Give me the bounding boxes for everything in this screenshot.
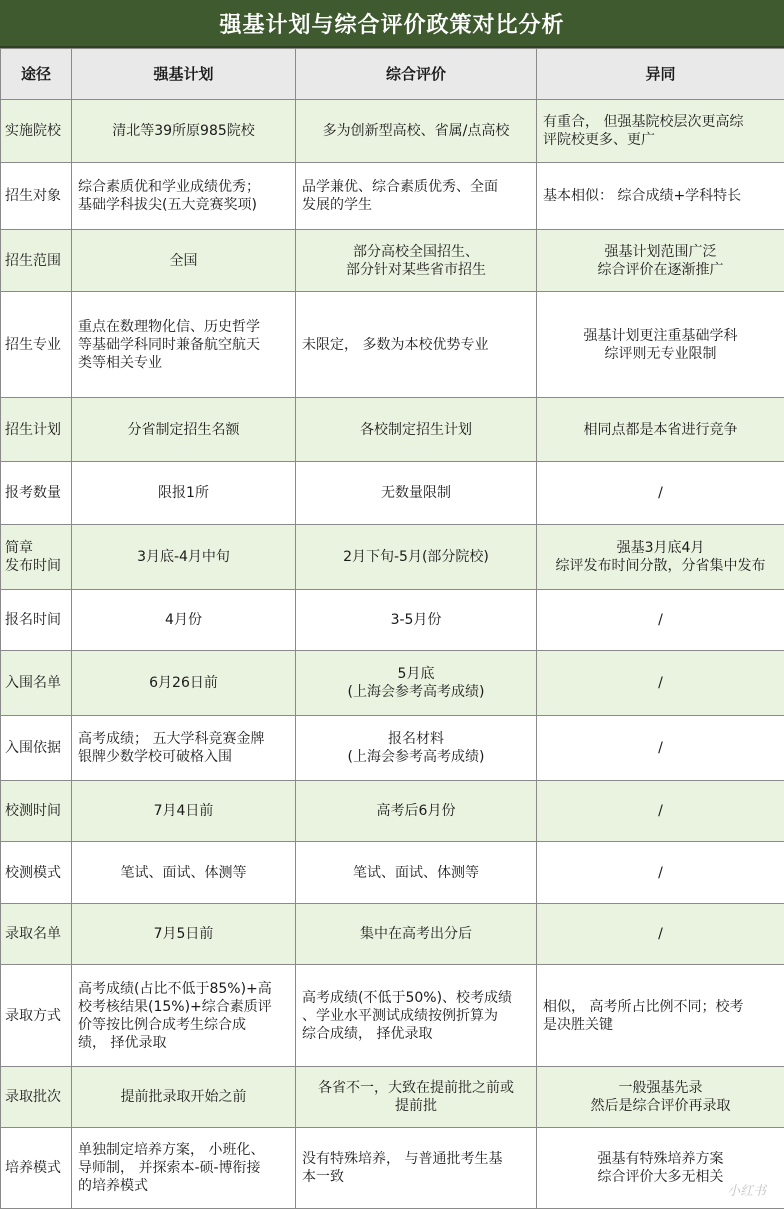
qiangji-cell-line: 类等相关专业 [78, 354, 162, 371]
qiangji-cell-line: 4月份 [165, 612, 202, 628]
row-label [1, 398, 72, 462]
row-label [1, 292, 72, 398]
qiangji-cell-line: 6月26日前 [149, 675, 218, 691]
row-label [1, 965, 72, 1067]
difference-cell-line: 强基计划更注重基础学科 [583, 327, 738, 344]
row-label-line: 录取批次 [5, 1089, 61, 1105]
qiangji-cell [72, 292, 296, 398]
difference-cell [537, 716, 784, 781]
zonghe-cell-line: 、学业水平测试成绩按例折算为 [302, 1007, 498, 1024]
difference-cell [537, 462, 784, 525]
header-difference: 异同 [537, 49, 784, 100]
difference-cell-line: 强基有特殊培养方案 [597, 1151, 724, 1167]
row-label [1, 1067, 72, 1128]
zonghe-cell-line: (上海会参考高考成绩) [347, 749, 485, 765]
qiangji-cell [72, 1128, 296, 1209]
row-label-line: 简章 [5, 540, 33, 556]
qiangji-cell-line: 提前批录取开始之前 [120, 1089, 247, 1105]
table-row [1, 1067, 784, 1128]
difference-cell-line: / [658, 612, 663, 628]
qiangji-cell [72, 100, 296, 163]
watermark: 小红书 [726, 1184, 766, 1199]
difference-cell-line: / [658, 803, 663, 819]
zonghe-cell [296, 651, 537, 716]
zonghe-cell-line: 本一致 [302, 1169, 344, 1185]
zonghe-cell [296, 230, 537, 292]
table-row [1, 462, 784, 525]
zonghe-cell-line: 无数量限制 [381, 485, 451, 501]
qiangji-cell-line: 综合素质优和学业成绩优秀； [78, 179, 260, 195]
table-body [1, 100, 784, 1209]
table-row [1, 904, 784, 965]
zonghe-cell-line: 发展的学生 [302, 197, 372, 213]
row-label [1, 100, 72, 163]
qiangji-cell [72, 651, 296, 716]
difference-cell-line: / [658, 740, 663, 756]
qiangji-cell [72, 1067, 296, 1128]
zonghe-cell-line: (上海会参考高考成绩) [347, 684, 485, 700]
zonghe-cell-line: 部分针对某些省市招生 [346, 261, 486, 278]
table-row [1, 781, 784, 842]
zonghe-cell-line: 报名材料 [388, 731, 444, 747]
table-row [1, 842, 784, 904]
qiangji-cell [72, 716, 296, 781]
difference-cell [537, 781, 784, 842]
difference-cell-line: 相同点都是本省进行竞争 [583, 421, 738, 438]
row-label-line: 录取名单 [5, 926, 61, 942]
row-label [1, 1128, 72, 1209]
qiangji-cell-line: 价等按比例合成考生综合成 [78, 1016, 246, 1033]
difference-cell-line: / [658, 926, 663, 942]
row-label-line: 校测模式 [5, 864, 61, 881]
table-row [1, 525, 784, 590]
qiangji-cell [72, 525, 296, 590]
zonghe-cell [296, 525, 537, 590]
zonghe-cell [296, 904, 537, 965]
qiangji-cell-line: 清北等39所原985院校 [112, 123, 255, 139]
qiangji-cell [72, 398, 296, 462]
difference-cell-line: 综评则无专业限制 [604, 345, 717, 362]
qiangji-cell-line: 银牌少数学校可破格入围 [78, 749, 232, 765]
qiangji-cell-line: 重点在数理物化信、历史哲学 [78, 318, 260, 335]
qiangji-cell [72, 842, 296, 904]
zonghe-cell-line: 2月下旬-5月(部分院校) [343, 549, 489, 565]
difference-cell-line: / [658, 864, 663, 881]
difference-cell [537, 398, 784, 462]
row-label [1, 716, 72, 781]
difference-cell-line: 然后是综合评价再录取 [590, 1098, 731, 1114]
row-label [1, 842, 72, 904]
difference-cell [537, 1067, 784, 1128]
row-label [1, 163, 72, 230]
difference-cell [537, 230, 784, 292]
zonghe-cell-line: 综合成绩， 择优录取 [302, 1025, 433, 1042]
qiangji-cell [72, 965, 296, 1067]
difference-cell-line: 强基计划范围广泛 [604, 243, 717, 260]
zonghe-cell-line: 品学兼优、综合素质优秀、全面 [302, 179, 498, 195]
qiangji-cell [72, 163, 296, 230]
difference-cell [537, 525, 784, 590]
zonghe-cell-line: 高考后6月份 [376, 803, 456, 819]
header-qiangji: 强基计划 [72, 49, 296, 100]
zonghe-cell [296, 590, 537, 651]
qiangji-cell-line: 校考核结果(15%)+综合素质评 [78, 998, 272, 1015]
zonghe-cell [296, 1128, 537, 1209]
difference-cell-line: 有重合， 但强基院校层次更高综 [543, 114, 744, 130]
difference-cell [537, 100, 784, 163]
table-row [1, 230, 784, 292]
difference-cell-line: 基本相似： 综合成绩+学科特长 [543, 188, 742, 204]
zonghe-cell [296, 100, 537, 163]
zonghe-cell [296, 462, 537, 525]
zonghe-cell [296, 781, 537, 842]
row-label-line: 招生专业 [5, 336, 61, 353]
qiangji-cell-line: 7月4日前 [153, 803, 214, 819]
qiangji-cell-line: 全国 [169, 252, 198, 269]
row-label-line: 招生对象 [5, 188, 61, 204]
table-row [1, 163, 784, 230]
difference-cell-line: 评院校更多、更广 [543, 132, 655, 148]
row-label-line: 发布时间 [5, 558, 61, 574]
row-label [1, 590, 72, 651]
page-title: 强基计划与综合评价政策对比分析 [0, 0, 784, 48]
table-row [1, 716, 784, 781]
difference-cell-line: 一般强基先录 [618, 1080, 703, 1096]
qiangji-cell-line: 导师制， 并探索本-硕-博衔接 [78, 1160, 261, 1176]
row-label-line: 报考数量 [5, 485, 61, 501]
zonghe-cell-line: 笔试、面试、体测等 [353, 864, 479, 881]
zonghe-cell [296, 292, 537, 398]
zonghe-cell-line: 5月底 [397, 666, 435, 682]
table-row [1, 590, 784, 651]
row-label [1, 904, 72, 965]
header-path: 途径 [1, 49, 72, 100]
difference-cell [537, 904, 784, 965]
header-zonghe: 综合评价 [296, 49, 537, 100]
difference-cell-line: 综合评价在逐渐推广 [597, 261, 724, 278]
row-label-line: 培养模式 [5, 1160, 61, 1176]
zonghe-cell-line: 集中在高考出分后 [360, 926, 472, 942]
row-label-line: 招生范围 [5, 252, 61, 269]
row-label [1, 230, 72, 292]
table-row [1, 398, 784, 462]
qiangji-cell [72, 230, 296, 292]
difference-cell [537, 965, 784, 1067]
difference-cell-line: 强基3月底4月 [616, 540, 705, 556]
zonghe-cell-line: 各省不一，大致在提前批之前或 [318, 1080, 514, 1096]
zonghe-cell [296, 965, 537, 1067]
row-label-line: 实施院校 [5, 123, 61, 139]
difference-cell [537, 651, 784, 716]
difference-cell-line: 是决胜关键 [543, 1016, 613, 1033]
row-label [1, 781, 72, 842]
qiangji-cell-line: 等基础学科同时兼备航空航天 [78, 336, 260, 353]
zonghe-cell-line: 没有特殊培养， 与普通批考生基 [302, 1151, 503, 1167]
qiangji-cell-line: 绩， 择优录取 [78, 1034, 167, 1051]
row-label-line: 入围名单 [5, 675, 61, 691]
zonghe-cell-line: 部分高校全国招生、 [353, 243, 479, 260]
row-label-line: 录取方式 [5, 1007, 61, 1024]
qiangji-cell-line: 高考成绩(占比不低于85%)+高 [78, 980, 272, 997]
zonghe-cell-line: 3-5月份 [390, 612, 442, 628]
zonghe-cell-line: 未限定， 多数为本校优势专业 [302, 336, 489, 353]
row-label-line: 入围依据 [5, 740, 61, 756]
row-label-line: 招生计划 [5, 421, 61, 438]
table-row [1, 651, 784, 716]
row-label-line: 校测时间 [5, 803, 61, 819]
qiangji-cell [72, 904, 296, 965]
qiangji-cell-line: 7月5日前 [153, 926, 214, 942]
difference-cell-line: / [658, 485, 663, 501]
zonghe-cell [296, 163, 537, 230]
zonghe-cell-line: 高考成绩(不低于50%)、校考成绩 [302, 989, 513, 1006]
qiangji-cell-line: 的培养模式 [78, 1178, 148, 1194]
table-row [1, 100, 784, 163]
comparison-table [0, 48, 784, 1209]
qiangji-cell [72, 590, 296, 651]
difference-cell-line: 综评发布时间分散，分省集中发布 [555, 558, 766, 574]
zonghe-cell [296, 1067, 537, 1128]
zonghe-cell-line: 各校制定招生计划 [360, 421, 472, 438]
qiangji-cell-line: 笔试、面试、体测等 [120, 864, 247, 881]
difference-cell [537, 842, 784, 904]
difference-cell-line: 相似， 高考所占比例不同；校考 [543, 998, 744, 1015]
zonghe-cell-line: 提前批 [395, 1098, 437, 1114]
qiangji-cell-line: 3月底-4月中旬 [137, 549, 230, 565]
table-row [1, 292, 784, 398]
qiangji-cell-line: 分省制定招生名额 [127, 421, 240, 438]
qiangji-cell-line: 限报1所 [158, 485, 209, 501]
difference-cell-line: / [658, 675, 663, 691]
row-label [1, 525, 72, 590]
zonghe-cell [296, 716, 537, 781]
qiangji-cell-line: 高考成绩； 五大学科竞赛金牌 [78, 731, 265, 747]
qiangji-cell-line: 单独制定培养方案， 小班化、 [78, 1142, 265, 1158]
zonghe-cell-line: 多为创新型高校、省属/点高校 [322, 123, 510, 139]
row-label-line: 报名时间 [5, 612, 61, 628]
row-label [1, 462, 72, 525]
difference-cell [537, 590, 784, 651]
table-row [1, 1128, 784, 1209]
difference-cell-line: 综合评价大多无相关 [597, 1169, 724, 1185]
row-label [1, 651, 72, 716]
table-row [1, 965, 784, 1067]
difference-cell [537, 292, 784, 398]
zonghe-cell [296, 842, 537, 904]
difference-cell [537, 163, 784, 230]
qiangji-cell [72, 781, 296, 842]
qiangji-cell-line: 基础学科拔尖(五大竞赛奖项) [78, 197, 257, 213]
table-header-row [1, 49, 784, 100]
qiangji-cell [72, 462, 296, 525]
zonghe-cell [296, 398, 537, 462]
